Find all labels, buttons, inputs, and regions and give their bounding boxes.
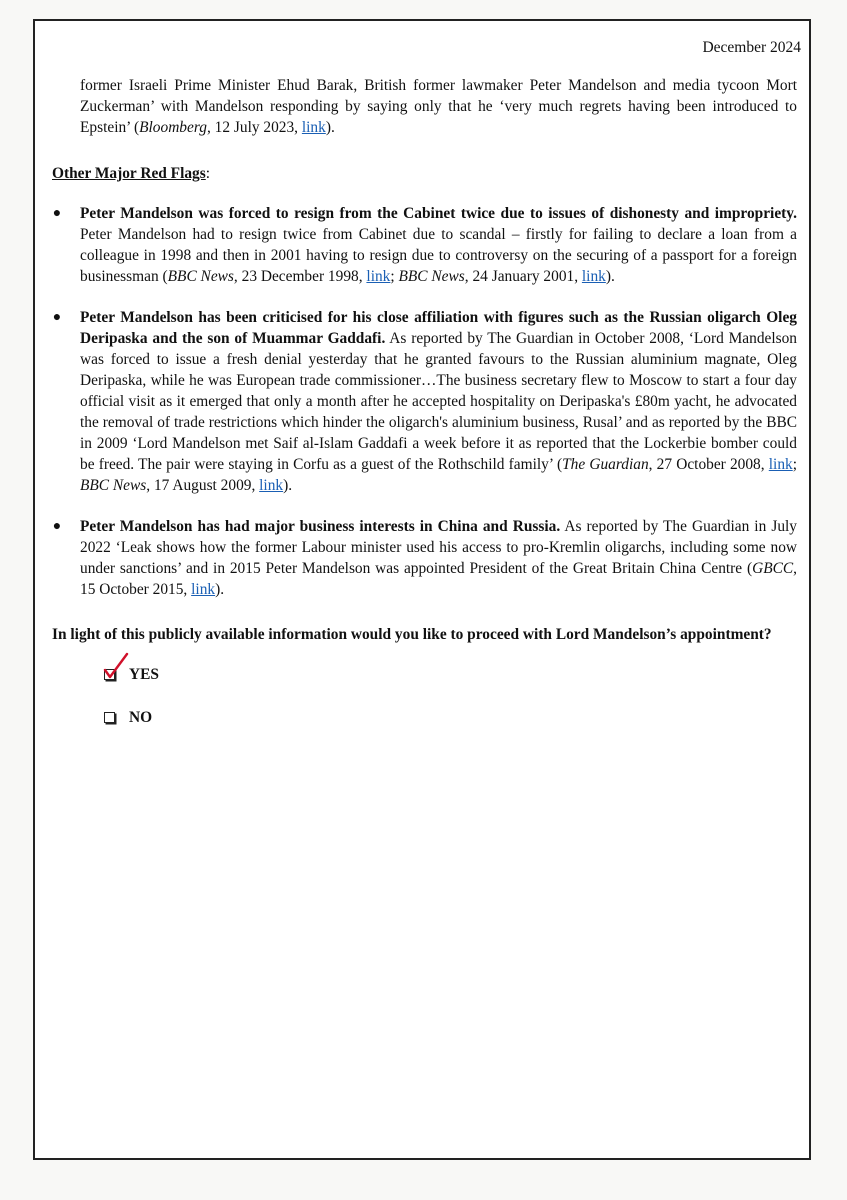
- flag-link[interactable]: link: [581, 268, 606, 285]
- document-body: [52, 75, 797, 749]
- bullet-icon: ●: [52, 519, 62, 534]
- flag-date: , 23 December 1998,: [233, 268, 367, 285]
- intro-closing: ).: [325, 119, 335, 136]
- section-heading-colon: :: [205, 165, 211, 182]
- red-flags-list: [52, 203, 797, 600]
- document-page: [33, 19, 811, 1160]
- tick-icon: [103, 652, 129, 680]
- flag-date: , 17 August 2009,: [146, 477, 260, 494]
- flag-lead: Peter Mandelson has had major business interests in China and Russia.: [80, 518, 561, 535]
- intro-paragraph: [52, 75, 797, 138]
- section-heading: Other Major Red Flags: [52, 165, 206, 182]
- flag-closing: ).: [605, 268, 615, 285]
- list-item: [52, 516, 797, 600]
- yes-checkbox[interactable]: [104, 669, 115, 680]
- flag-link[interactable]: link: [768, 456, 793, 473]
- flag-link[interactable]: link: [191, 581, 216, 598]
- intro-date: , 12 July 2023,: [206, 119, 302, 136]
- flag-date: , 24 January 2001,: [464, 268, 582, 285]
- flag-closing: ).: [283, 477, 293, 494]
- flag-text: As reported by The Guardian in July 2022 ‘Leak shows how the former Labour minister used his access to pro-Kremlin oligarchs, including some now under sanctions’ and in 2015 Peter Mandelson was appointed President of the Great Britain China Centre (: [80, 518, 797, 577]
- flag-separator: ;: [390, 268, 399, 285]
- answer-options: [52, 663, 797, 728]
- flag-closing: ).: [215, 581, 225, 598]
- flag-text: As reported by The Guardian in October 2008, ‘Lord Mandelson was forced to issue a fresh denial yesterday that he granted favours to the Russian aluminium magnate, Oleg Deripaska, while he was European trade commissioner…The business secretary flew to Moscow to start a four day official visit as it emerged that only a month after he accepted hospitality on Deripaska's £80m yacht, he advocated the removal of trade restrictions which hinder the oligarch's aluminium business, Rusal’ and as reported by the BBC in 2009 ‘Lord Mandelson met Saif al-Islam Gaddafi a week before it as reported that the Lockerbie bomber could be freed. The pair were staying in Corfu as a guest of the Rothschild family’ (: [80, 330, 798, 473]
- no-checkbox[interactable]: [104, 712, 115, 723]
- flag-source: BBC News: [167, 268, 234, 285]
- intro-link[interactable]: link: [301, 119, 326, 136]
- flag-separator: ;: [792, 456, 797, 473]
- flag-lead: Peter Mandelson was forced to resign from the Cabinet twice due to issues of dishonesty and impropriety.: [80, 205, 797, 222]
- bullet-icon: ●: [52, 310, 62, 325]
- flag-link[interactable]: link: [259, 477, 284, 494]
- option-no-label: NO: [129, 708, 153, 726]
- flag-link[interactable]: link: [366, 268, 391, 285]
- flag-date: , 27 October 2008,: [648, 456, 769, 473]
- intro-text: former Israeli Prime Minister Ehud Barak, British former lawmaker Peter Mandelson and media tycoon Mort Zuckerman’ with Mandelson responding by saying only that he ‘very much regrets having been introduced to Epstein’ (: [80, 77, 797, 136]
- list-item: [52, 307, 797, 496]
- option-yes-label: YES: [129, 665, 159, 683]
- flag-date: , 15 October 2015,: [80, 560, 797, 598]
- document-date: December 2024: [702, 39, 801, 56]
- flag-text: Peter Mandelson had to resign twice from Cabinet due to scandal – firstly for failing to declare a loan from a colleague in 1998 and then in 2001 having to resign due to controversy on the securing of a passport for a foreign businessman (: [80, 226, 797, 285]
- appointment-question: In light of this publicly available information would you like to proceed with Lord Mandelson’s appointment?: [52, 626, 772, 643]
- intro-source: Bloomberg: [139, 119, 207, 136]
- flag-source: BBC News: [398, 268, 465, 285]
- flag-source: The Guardian: [562, 456, 649, 473]
- section-heading-row: [52, 163, 797, 184]
- bullet-icon: ●: [52, 206, 62, 221]
- list-item: [52, 203, 797, 287]
- flag-source: BBC News: [80, 477, 147, 494]
- flag-lead: Peter Mandelson has been criticised for his close affiliation with figures such as the Russian oligarch Oleg Deripaska and the son of Muammar Gaddafi.: [80, 309, 797, 347]
- option-yes[interactable]: [104, 663, 797, 685]
- flag-source: GBCC: [752, 560, 794, 577]
- option-no[interactable]: [104, 706, 797, 728]
